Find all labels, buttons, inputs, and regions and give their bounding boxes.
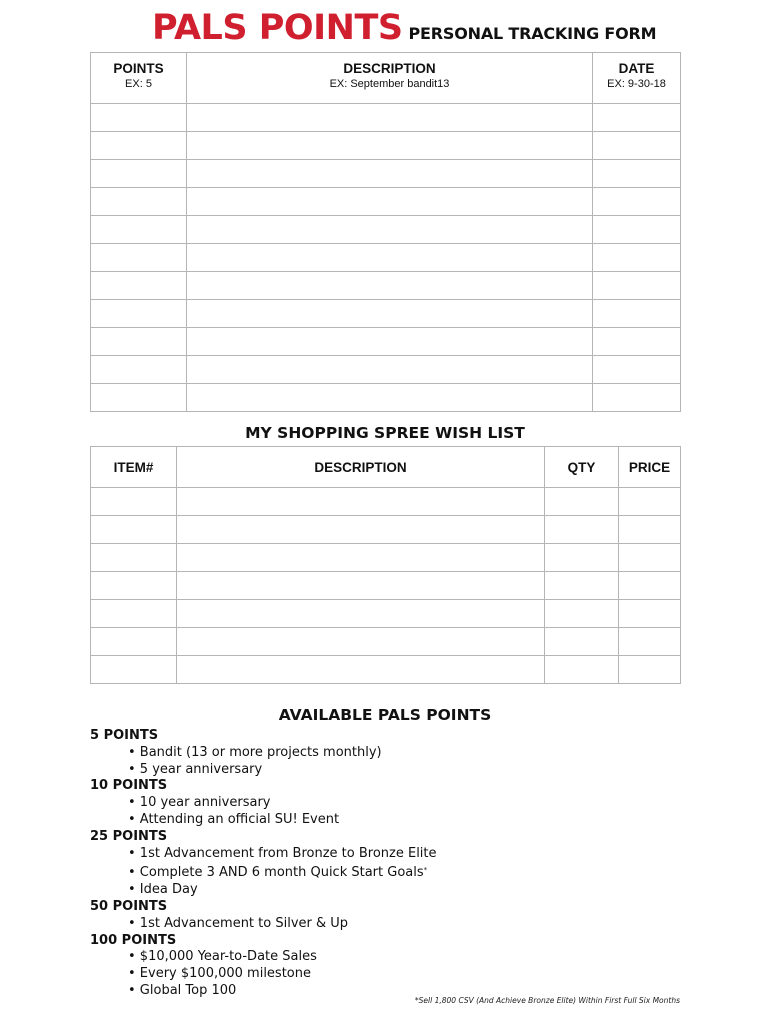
tracking-col-points <box>91 53 187 104</box>
wishlist-cell[interactable] <box>619 656 681 684</box>
tracking-cell[interactable] <box>593 328 681 356</box>
tracking-cell[interactable] <box>593 300 681 328</box>
tracking-row <box>91 244 681 272</box>
tracking-cell[interactable] <box>187 272 593 300</box>
tracking-cell[interactable] <box>187 188 593 216</box>
column-header: DESCRIPTION <box>343 61 436 76</box>
tracking-row <box>91 300 681 328</box>
wishlist-row <box>91 628 681 656</box>
wishlist-cell[interactable] <box>177 516 545 544</box>
wishlist-cell[interactable] <box>91 656 177 684</box>
tracking-cell[interactable] <box>187 132 593 160</box>
wishlist-col-description: DESCRIPTION <box>177 447 545 488</box>
points-item: • Attending an official SU! Event <box>128 811 340 827</box>
wishlist-cell[interactable] <box>545 544 619 572</box>
wishlist-cell[interactable] <box>619 572 681 600</box>
wishlist-cell[interactable] <box>91 516 177 544</box>
tracking-cell[interactable] <box>187 300 593 328</box>
tracking-cell[interactable] <box>91 384 187 412</box>
points-item: • $10,000 Year-to-Date Sales <box>128 949 317 965</box>
wishlist-table <box>90 446 681 684</box>
wishlist-cell[interactable] <box>619 488 681 516</box>
wishlist-cell[interactable] <box>177 488 545 516</box>
tracking-cell[interactable] <box>187 356 593 384</box>
wishlist-cell[interactable] <box>91 488 177 516</box>
column-header: POINTS <box>113 61 164 76</box>
tracking-cell[interactable] <box>593 272 681 300</box>
wishlist-cell[interactable] <box>545 572 619 600</box>
tracking-col-description <box>187 53 593 104</box>
points-item: • Bandit (13 or more projects monthly) <box>128 744 382 760</box>
points-tracking-table <box>90 52 681 412</box>
points-tier-label: 5 POINTS <box>90 728 159 743</box>
wishlist-cell[interactable] <box>545 516 619 544</box>
tracking-cell[interactable] <box>91 160 187 188</box>
wishlist-cell[interactable] <box>545 656 619 684</box>
wishlist-cell[interactable] <box>177 628 545 656</box>
wishlist-cell[interactable] <box>91 600 177 628</box>
wishlist-col-item: ITEM# <box>91 447 177 488</box>
wishlist-cell[interactable] <box>545 628 619 656</box>
points-item: • Every $100,000 milestone <box>128 966 311 982</box>
wishlist-cell[interactable] <box>619 516 681 544</box>
tracking-cell[interactable] <box>91 188 187 216</box>
tracking-row <box>91 216 681 244</box>
points-tier-label: 10 POINTS <box>90 778 168 794</box>
tracking-cell[interactable] <box>91 132 187 160</box>
tracking-cell[interactable] <box>187 328 593 356</box>
column-example: EX: 5 <box>125 78 152 90</box>
column-example: EX: September bandit13 <box>329 78 450 90</box>
tracking-cell[interactable] <box>187 160 593 188</box>
points-item: • 10 year anniversary <box>128 795 271 811</box>
tracking-cell[interactable] <box>593 104 681 132</box>
tracking-cell[interactable] <box>91 356 187 384</box>
column-header: DATE <box>618 61 655 76</box>
wishlist-cell[interactable] <box>91 572 177 600</box>
wishlist-row <box>91 516 681 544</box>
wishlist-cell[interactable] <box>177 572 545 600</box>
wishlist-cell[interactable] <box>177 656 545 684</box>
page-title <box>152 8 656 52</box>
wishlist-cell[interactable] <box>91 628 177 656</box>
wishlist-row <box>91 600 681 628</box>
tracking-cell[interactable] <box>91 272 187 300</box>
points-tier-label: 50 POINTS <box>90 898 168 914</box>
wishlist-title: MY SHOPPING SPREE WISH LIST <box>245 424 525 442</box>
points-item: • Idea Day <box>128 882 198 898</box>
points-item: • 1st Advancement to Silver & Up <box>128 915 349 931</box>
column-example: EX: 9-30-18 <box>607 78 666 90</box>
footnote: *Sell 1,800 CSV (And Achieve Bronze Elite) Within First Full Six Months <box>414 996 680 1005</box>
tracking-cell[interactable] <box>91 244 187 272</box>
wishlist-cell[interactable] <box>545 488 619 516</box>
tracking-cell[interactable] <box>593 188 681 216</box>
points-item: • 1st Advancement from Bronze to Bronze Elite <box>128 845 437 861</box>
wishlist-cell[interactable] <box>619 628 681 656</box>
wishlist-row <box>91 572 681 600</box>
tracking-cell[interactable] <box>91 104 187 132</box>
tracking-cell[interactable] <box>187 104 593 132</box>
tracking-cell[interactable] <box>187 384 593 412</box>
wishlist-row <box>91 656 681 684</box>
points-list <box>90 728 690 1000</box>
points-item: • 5 year anniversary <box>128 761 263 777</box>
points-item: • Global Top 100 <box>128 982 237 998</box>
wishlist-cell[interactable] <box>177 544 545 572</box>
tracking-cell[interactable] <box>187 216 593 244</box>
tracking-cell[interactable] <box>593 216 681 244</box>
brand-title: PALS POINTS <box>152 8 403 48</box>
points-item: • Complete 3 AND 6 month Quick Start Goals* <box>128 865 428 881</box>
tracking-row <box>91 272 681 300</box>
tracking-cell[interactable] <box>593 384 681 412</box>
available-points-title: AVAILABLE PALS POINTS <box>278 706 492 724</box>
wishlist-cell[interactable] <box>91 544 177 572</box>
wishlist-row <box>91 488 681 516</box>
wishlist-cell[interactable] <box>619 600 681 628</box>
wishlist-row <box>91 544 681 572</box>
tracking-row <box>91 132 681 160</box>
tracking-col-date <box>593 53 681 104</box>
tracking-row <box>91 104 681 132</box>
tracking-row <box>91 356 681 384</box>
tracking-header-row <box>91 53 681 104</box>
tracking-cell[interactable] <box>91 300 187 328</box>
tracking-cell[interactable] <box>593 244 681 272</box>
wishlist-col-qty: QTY <box>545 447 619 488</box>
tracking-cell[interactable] <box>593 160 681 188</box>
points-tier-label: 100 POINTS <box>90 932 177 948</box>
tracking-row <box>91 328 681 356</box>
tracking-cell[interactable] <box>593 132 681 160</box>
tracking-row <box>91 160 681 188</box>
tracking-row <box>91 188 681 216</box>
wishlist-cell[interactable] <box>619 544 681 572</box>
tracking-row <box>91 384 681 412</box>
tracking-cell[interactable] <box>91 216 187 244</box>
wishlist-header-row <box>91 447 681 488</box>
tracking-cell[interactable] <box>91 328 187 356</box>
form-subtitle: PERSONAL TRACKING FORM <box>408 24 657 43</box>
wishlist-cell[interactable] <box>177 600 545 628</box>
points-tier-label: 25 POINTS <box>90 828 168 844</box>
tracking-cell[interactable] <box>593 356 681 384</box>
wishlist-cell[interactable] <box>545 600 619 628</box>
wishlist-col-price: PRICE <box>619 447 681 488</box>
tracking-cell[interactable] <box>187 244 593 272</box>
